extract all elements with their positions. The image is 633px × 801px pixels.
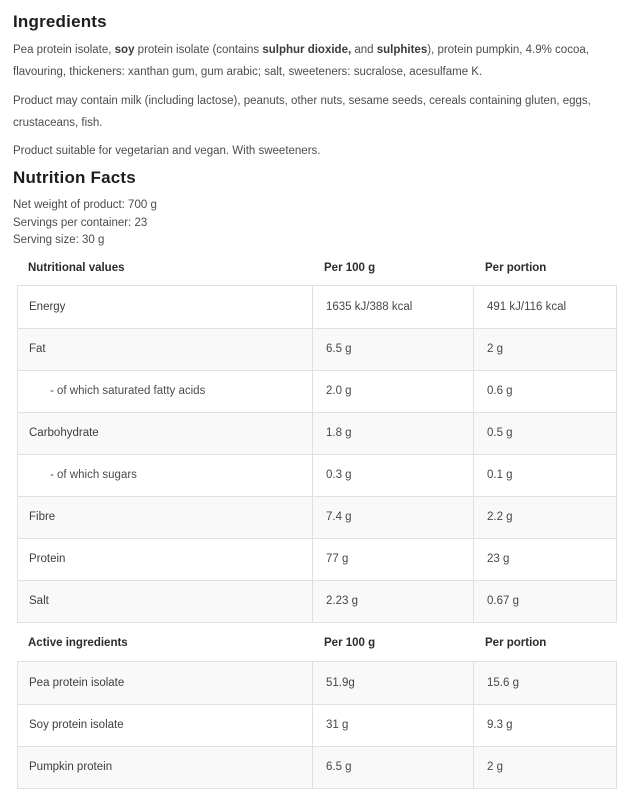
nutrient-label: Carbohydrate [29, 427, 99, 439]
active-ingredients-table-header [17, 623, 617, 661]
column-header-per-portion: Per portion [485, 261, 547, 274]
active-ingredients-table [17, 661, 617, 789]
per-100g-value: 51.9g [312, 662, 473, 704]
table-row-saturated-fatty-acids [18, 370, 616, 412]
net-weight-line: Net weight of product: 700 g [13, 199, 157, 211]
column-header-per-100g: Per 100 g [324, 261, 376, 274]
nutrient-label: Salt [29, 595, 49, 607]
active-ingredient-label: Pea protein isolate [29, 676, 125, 689]
ingredients-allergen-sulphites: sulphites [376, 44, 428, 56]
active-ingredient-label: Pumpkin protein [29, 761, 113, 773]
column-header-nutritional-values: Nutritional values [28, 261, 125, 274]
per-100g-value: 2.0 g [312, 371, 473, 412]
per-100g-value: 7.4 g [312, 497, 473, 538]
nutrient-label: Fat [29, 343, 46, 355]
per-portion-value: 9.3 g [473, 705, 618, 746]
nutrient-label: Protein [29, 553, 66, 565]
table-row-carbohydrate [18, 412, 616, 454]
per-portion-value: 2 g [473, 747, 618, 788]
per-100g-value: 77 g [312, 539, 473, 580]
per-100g-value: 0.3 g [312, 455, 473, 496]
may-contain-paragraph: Product may contain milk (including lactose), peanuts, other nuts, sesame seeds, cereals containing gluten, eggs, crustaceans, fish. [13, 95, 591, 129]
per-portion-value: 0.5 g [473, 413, 618, 454]
table-row-soy-protein-isolate [18, 704, 616, 746]
ingredients-allergen-soy: soy [114, 44, 135, 56]
per-portion-value: 491 kJ/116 kcal [473, 286, 618, 328]
ingredients-text-segment: protein isolate (contains [134, 44, 263, 56]
nutrient-label: Energy [29, 300, 66, 313]
nutrition-facts-heading: Nutrition Facts [13, 168, 136, 187]
table-row-protein [18, 538, 616, 580]
nutrition-table-header [17, 250, 617, 285]
nutrient-label: - of which saturated fatty acids [50, 385, 206, 397]
per-100g-value: 1635 kJ/388 kcal [312, 286, 473, 328]
column-header-per-100g: Per 100 g [324, 636, 376, 649]
nutrition-table [17, 285, 617, 623]
servings-per-container-line: Servings per container: 23 [13, 216, 148, 229]
table-row-fibre [18, 496, 616, 538]
table-row-salt [18, 580, 616, 622]
per-portion-value: 2.2 g [473, 497, 618, 538]
table-row-sugars [18, 454, 616, 496]
per-portion-value: 0.1 g [473, 455, 618, 496]
per-portion-value: 0.6 g [473, 371, 618, 412]
per-100g-value: 6.5 g [312, 747, 473, 788]
column-header-active-ingredients: Active ingredients [28, 636, 128, 649]
per-portion-value: 23 g [473, 539, 618, 580]
active-ingredient-label: Soy protein isolate [29, 719, 124, 731]
serving-size-line: Serving size: 30 g [13, 234, 105, 246]
table-row-fat [18, 328, 616, 370]
per-100g-value: 6.5 g [312, 329, 473, 370]
table-row-pea-protein-isolate [18, 662, 616, 704]
per-100g-value: 31 g [312, 705, 473, 746]
ingredients-heading: Ingredients [13, 12, 107, 31]
ingredients-text-segment: and [351, 44, 377, 56]
ingredients-allergen-sulphur-dioxide: sulphur dioxide, [262, 44, 352, 56]
per-portion-value: 0.67 g [473, 581, 618, 622]
ingredients-text-segment: Pea protein isolate, [13, 44, 115, 56]
nutrient-label: Fibre [29, 511, 56, 523]
column-header-per-portion: Per portion [485, 636, 547, 649]
table-row-energy [18, 286, 616, 328]
ingredients-paragraph [13, 39, 616, 83]
table-row-pumpkin-protein [18, 746, 616, 788]
per-portion-value: 15.6 g [473, 662, 618, 704]
nutrition-table-block [17, 250, 617, 789]
ingredients-text-segment: ), protein pumpkin, 4.9% cocoa, flavouring, thickeners: xanthan gum, gum arabic; salt, sweeteners: sucralose, acesulfame K. [13, 44, 589, 78]
per-portion-value: 2 g [473, 329, 618, 370]
suitability-paragraph: Product suitable for vegetarian and vegan. With sweeteners. [13, 145, 321, 157]
per-100g-value: 2.23 g [312, 581, 473, 622]
per-100g-value: 1.8 g [312, 413, 473, 454]
serving-info [13, 197, 618, 250]
nutrient-label: - of which sugars [50, 469, 137, 481]
